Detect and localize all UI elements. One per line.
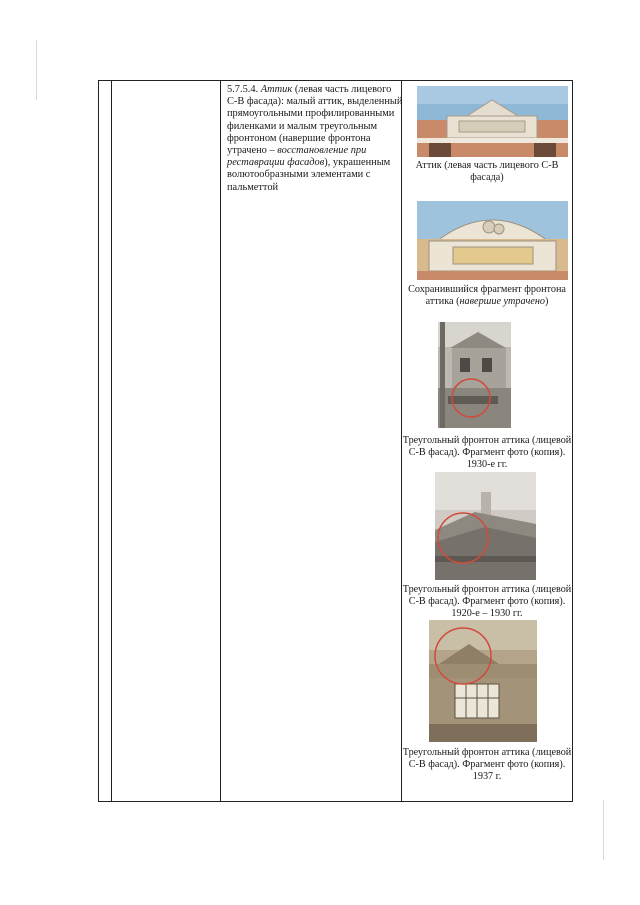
attic-photo-1 (417, 86, 568, 157)
section-number: 5.7.5.4. (227, 84, 259, 95)
section-text-italic: восстановление при реставрации фасадов (227, 145, 367, 169)
column-divider (111, 81, 112, 801)
archive-photo-1930s (438, 322, 511, 428)
photo-caption-3: Треугольный фронтон аттика (лицевой С-В фасад). Фрагмент фото (копия). 1930-е гг. (402, 435, 572, 470)
photo-caption-2: Сохранившийся фрагмент фронтона аттика (навершие утрачено) (408, 284, 566, 307)
column-divider (220, 81, 221, 801)
photo-caption-4: Треугольный фронтон аттика (лицевой С-В фасад). Фрагмент фото (копия). 1920-е – 1930 гг. (402, 584, 572, 619)
attic-photo-2 (417, 201, 568, 280)
section-title: Аттик (260, 84, 293, 95)
section-description (227, 84, 403, 194)
section-text-a: (левая часть лицевого С-В фасада): малый аттик, выделенный прямоугольными профилированными филенками и малым треугольным фронтоном (навершие фронтона утрачено – (227, 84, 403, 157)
section-text-b: ), украшенным волютообразными элементами с пальметтой (227, 157, 391, 193)
photo-caption-5: Треугольный фронтон аттика (лицевой С-В фасад). Фрагмент фото (копия). 1937 г. (402, 747, 572, 782)
archive-photo-1920s (435, 472, 536, 580)
archive-photo-1937 (429, 620, 537, 742)
photo-caption-1: Аттик (левая часть лицевого С-В фасада) (415, 160, 559, 183)
scan-margin-line (603, 800, 604, 860)
scan-margin-line (36, 40, 37, 100)
